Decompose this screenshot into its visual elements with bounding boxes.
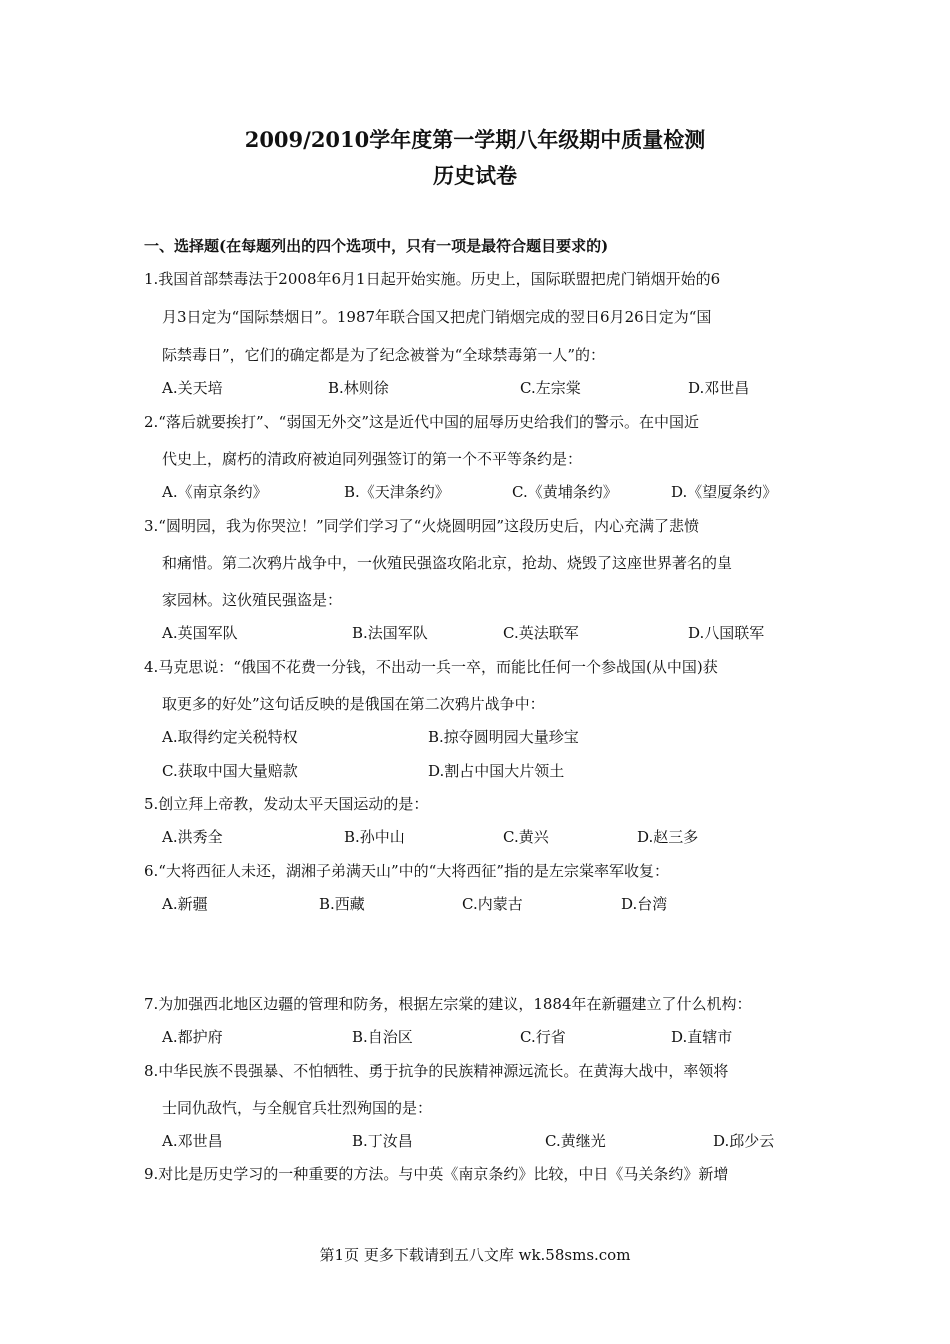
question-3-line-2: 和痛惜。第二次鸦片战争中，一伙殖民强盗攻陷北京，抢劫、烧毁了这座世界著名的皇: [162, 554, 733, 572]
option-b: B.自治区: [352, 1028, 413, 1046]
option-b: B.掠夺圆明园大量珍宝: [428, 728, 579, 746]
question-7-line-1: 7.为加强西北地区边疆的管理和防务，根据左宗棠的建议，1884年在新疆建立了什么机构：: [144, 995, 752, 1013]
question-2-line-1: 2.“落后就要挨打”、“弱国无外交”这是近代中国的屈辱历史给我们的警示。在中国近: [144, 413, 699, 431]
option-b: B.《天津条约》: [344, 483, 450, 501]
option-d: D.台湾: [621, 895, 668, 913]
option-a: A.都护府: [162, 1028, 223, 1046]
question-1-line-1: 1.我国首部禁毒法于2008年6月1日起开始实施。历史上，国际联盟把虎门销烟开始的6: [144, 270, 721, 288]
option-b: B.法国军队: [352, 624, 428, 642]
option-a: A.英国军队: [162, 624, 238, 642]
question-4-line-2: 取更多的好处”这句话反映的是俄国在第二次鸦片战争中：: [162, 695, 545, 713]
option-b: B.孙中山: [344, 828, 405, 846]
option-c: C.《黄埔条约》: [512, 483, 618, 501]
option-a: A.取得约定关税特权: [162, 728, 298, 746]
question-7-options: [162, 1026, 842, 1048]
question-4-line-1: 4.马克思说：“俄国不花费一分钱，不出动一兵一卒，而能比任何一个参战国(从中国)获: [144, 658, 718, 676]
question-1-options: [162, 377, 842, 399]
question-8-line-2: 士同仇敌忾，与全舰官兵壮烈殉国的是：: [162, 1099, 433, 1117]
option-c: C.英法联军: [503, 624, 579, 642]
question-4-options-row-2: [162, 760, 842, 782]
question-6-line-1: 6.“大将西征人未还，湖湘子弟满天山”中的“大将西征”指的是左宗棠率军收复：: [144, 862, 669, 880]
option-d: D.割占中国大片领土: [428, 762, 565, 780]
option-c: C.黄兴: [503, 828, 549, 846]
section-heading: 一、选择题(在每题列出的四个选项中，只有一项是最符合题目要求的): [144, 237, 609, 255]
option-a: A.洪秀全: [162, 828, 223, 846]
page-footer: 第1页 更多下载请到五八文库 wk.58sms.com: [319, 1246, 631, 1264]
option-d: D.邓世昌: [688, 379, 750, 397]
question-8-options: [162, 1130, 842, 1152]
question-3-line-3: 家园林。这伙殖民强盗是：: [162, 591, 343, 609]
question-6-options: [162, 893, 842, 915]
option-d: D.《望厦条约》: [671, 483, 778, 501]
option-c: C.左宗棠: [520, 379, 581, 397]
option-b: B.西藏: [319, 895, 365, 913]
question-3-options: [162, 622, 842, 644]
question-5-options: [162, 826, 842, 848]
option-b: B.林则徐: [328, 379, 389, 397]
option-a: A.新疆: [162, 895, 208, 913]
option-a: A.邓世昌: [162, 1132, 223, 1150]
question-3-line-1: 3.“圆明园，我为你哭泣！”同学们学习了“火烧圆明园”这段历史后，内心充满了悲愤: [144, 517, 699, 535]
option-c: C.内蒙古: [462, 895, 523, 913]
option-a: A.《南京条约》: [162, 483, 268, 501]
option-c: C.获取中国大量赔款: [162, 762, 298, 780]
question-2-line-2: 代史上，腐朽的清政府被迫同列强签订的第一个不平等条约是：: [162, 450, 583, 468]
question-4-options-row-1: [162, 726, 842, 748]
option-c: C.行省: [520, 1028, 566, 1046]
question-2-options: [162, 481, 842, 503]
question-8-line-1: 8.中华民族不畏强暴、不怕牺牲、勇于抗争的民族精神源远流长。在黄海大战中，率领将: [144, 1062, 729, 1080]
option-d: D.八国联军: [688, 624, 765, 642]
question-5-line-1: 5.创立拜上帝教，发动太平天国运动的是：: [144, 795, 429, 813]
option-d: D.赵三多: [637, 828, 699, 846]
question-9-line-1: 9.对比是历史学习的一种重要的方法。与中英《南京条约》比较，中日《马关条约》新增: [144, 1165, 729, 1183]
option-c: C.黄继光: [545, 1132, 606, 1150]
exam-subtitle: 历史试卷: [433, 163, 517, 188]
option-a: A.关天培: [162, 379, 223, 397]
option-d: D.邱少云: [713, 1132, 775, 1150]
question-1-line-2: 月3日定为“国际禁烟日”。1987年联合国又把虎门销烟完成的翌日6月26日定为“国: [162, 308, 712, 326]
exam-title: 2009/2010学年度第一学期八年级期中质量检测: [244, 127, 706, 152]
question-1-line-3: 际禁毒日”，它们的确定都是为了纪念被誉为“全球禁毒第一人”的：: [162, 346, 606, 364]
option-d: D.直辖市: [671, 1028, 733, 1046]
option-b: B.丁汝昌: [352, 1132, 413, 1150]
